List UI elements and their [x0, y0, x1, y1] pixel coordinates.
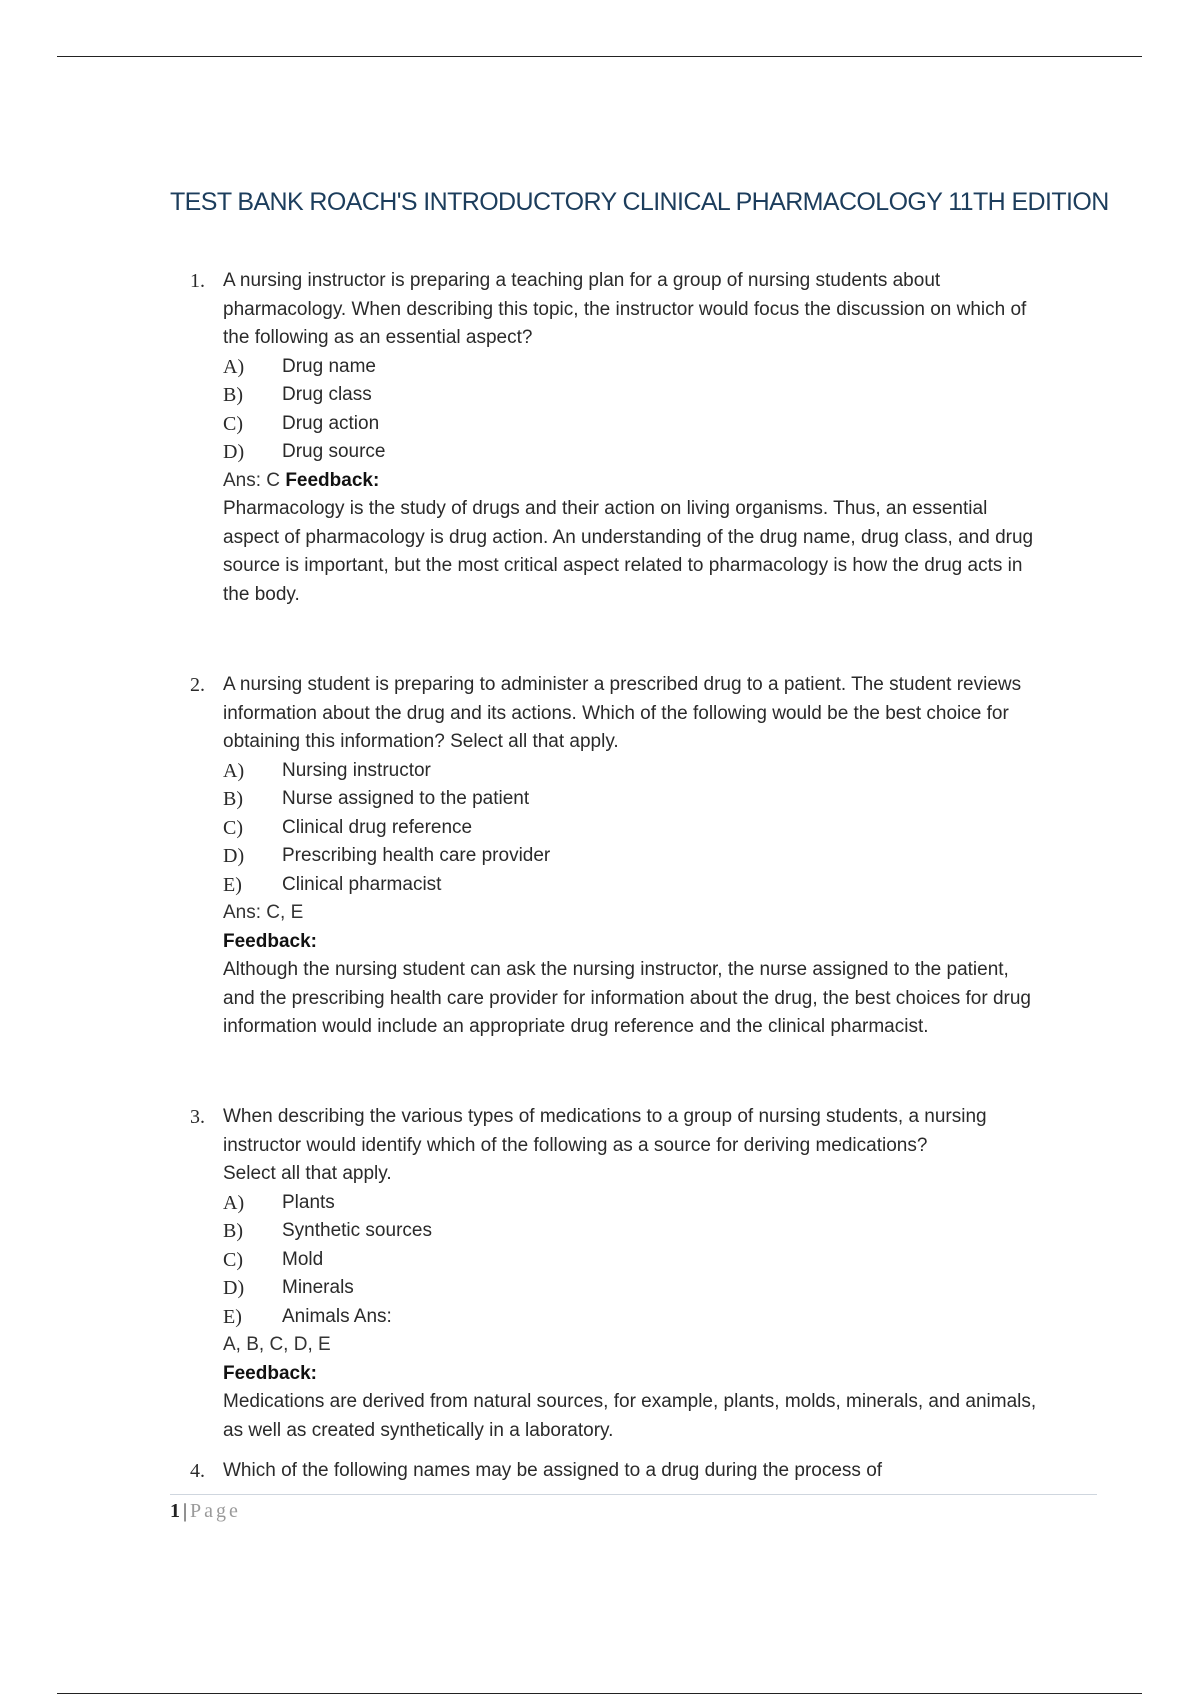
option-letter: E) [223, 873, 242, 896]
feedback-line: Pharmacology is the study of drugs and their action on living organisms. Thus, an essential [223, 498, 988, 519]
option-text: Drug source [282, 441, 386, 462]
question-number: 4. [190, 1460, 205, 1482]
question-3 [190, 1103, 1090, 1445]
answer-option [223, 1274, 1090, 1303]
answer-label: Ans: C, E [223, 902, 304, 923]
question-stem-line: information about the drug and its actions. Which of the following would be the best choice for [223, 702, 1009, 724]
option-text: Mold [282, 1248, 324, 1270]
option-letter: B) [223, 384, 243, 406]
answer-option [223, 814, 1090, 843]
feedback-heading: Feedback: [223, 1362, 317, 1384]
answer-option [223, 1246, 1090, 1275]
option-text: Drug class [282, 384, 372, 405]
question-stem-line: A nursing student is preparing to administer a prescribed drug to a patient. The student reviews [223, 674, 1022, 695]
answer-option [223, 871, 1090, 900]
option-letter: C) [223, 1248, 243, 1271]
question-stem-line: obtaining this information? Select all that apply. [223, 731, 619, 752]
option-letter: D) [223, 1277, 245, 1299]
feedback-line: aspect of pharmacology is drug action. An understanding of the drug name, drug class, and drug [223, 526, 1034, 548]
option-text: Clinical drug reference [282, 816, 473, 838]
feedback-line: the body. [223, 583, 300, 605]
question-1 [190, 267, 1090, 609]
answer-option [223, 842, 1090, 871]
option-letter: A) [223, 355, 245, 378]
option-letter: D) [223, 441, 245, 463]
feedback-heading: Feedback: [223, 930, 317, 952]
question-stem-line: A nursing instructor is preparing a teaching plan for a group of nursing students about [223, 270, 941, 291]
option-letter: A) [223, 1191, 245, 1214]
answer-label: Ans: C [223, 469, 286, 491]
option-letter: C) [223, 816, 243, 839]
page-title: TEST BANK ROACH'S INTRODUCTORY CLINICAL PHARMACOLOGY 11TH EDITION [170, 188, 1109, 216]
option-text: Animals Ans: [282, 1305, 392, 1327]
option-letter: A) [223, 759, 245, 782]
option-letter: E) [223, 1305, 242, 1328]
answer-option [223, 410, 1090, 439]
question-stem-line: instructor would identify which of the following as a source for deriving medications? [223, 1134, 928, 1156]
feedback-line: and the prescribing health care provider for information about the drug, the best choices for drug [223, 987, 1031, 1009]
question-4 [190, 1457, 1090, 1486]
question-number: 2. [190, 674, 205, 696]
feedback-line: source is important, but the most critical aspect related to pharmacology is how the drug acts in [223, 555, 1023, 576]
option-text: Drug action [282, 412, 380, 434]
question-number: 3. [190, 1106, 205, 1128]
answer-option [223, 1217, 1090, 1246]
question-stem-line: Which of the following names may be assigned to a drug during the process of [223, 1460, 883, 1481]
option-text: Minerals [282, 1277, 354, 1298]
option-text: Nursing instructor [282, 759, 431, 781]
page-word: Page [190, 1500, 241, 1522]
feedback-heading: Feedback: [285, 469, 380, 491]
answer-option [223, 438, 1090, 467]
option-text: Nurse assigned to the patient [282, 788, 530, 809]
option-text: Synthetic sources [282, 1220, 432, 1241]
option-text: Plants [282, 1191, 335, 1213]
option-text: Drug name [282, 355, 376, 377]
top-rule [57, 56, 1142, 57]
answer-option [223, 1303, 1090, 1332]
question-2 [190, 671, 1090, 1042]
answer-option [223, 757, 1090, 786]
question-number: 1. [190, 270, 205, 292]
answer-option [223, 785, 1090, 814]
option-text: Prescribing health care provider [282, 845, 551, 866]
question-stem-line: When describing the various types of medications to a group of nursing students, a nursing [223, 1106, 987, 1127]
feedback-line: Although the nursing student can ask the nursing instructor, the nurse assigned to the patient, [223, 959, 1009, 980]
option-text: Clinical pharmacist [282, 873, 442, 895]
footer-rule [170, 1494, 1097, 1495]
question-stem-line: Select all that apply. [223, 1163, 392, 1184]
answer-value: A, B, C, D, E [223, 1334, 331, 1355]
option-letter: B) [223, 1220, 243, 1242]
footer-separator: | [183, 1500, 188, 1522]
option-letter: C) [223, 412, 243, 435]
page-footer [170, 1500, 241, 1523]
question-stem-line: the following as an essential aspect? [223, 327, 533, 348]
question-stem-line: pharmacology. When describing this topic, the instructor would focus the discussion on which of [223, 298, 1027, 320]
bottom-rule [57, 1693, 1142, 1694]
page-number: 1 [170, 1500, 180, 1522]
answer-option [223, 353, 1090, 382]
option-letter: B) [223, 788, 243, 810]
answer-option [223, 381, 1090, 410]
feedback-line: as well as created synthetically in a laboratory. [223, 1419, 614, 1441]
option-letter: D) [223, 845, 245, 867]
answer-option [223, 1189, 1090, 1218]
feedback-line: information would include an appropriate drug reference and the clinical pharmacist. [223, 1016, 929, 1037]
feedback-line: Medications are derived from natural sources, for example, plants, molds, minerals, and animals, [223, 1391, 1037, 1412]
